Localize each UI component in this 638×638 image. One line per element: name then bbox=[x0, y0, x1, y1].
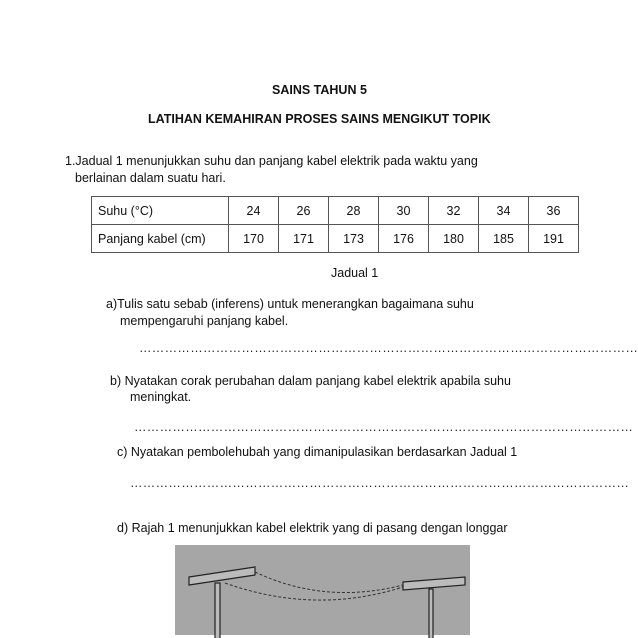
table-cell: 30 bbox=[379, 197, 429, 225]
cable-upper bbox=[255, 572, 403, 593]
table-cell: 36 bbox=[529, 197, 579, 225]
table-cell: 173 bbox=[329, 225, 379, 253]
table-cell: 34 bbox=[479, 197, 529, 225]
document-subtitle: LATIHAN KEMAHIRAN PROSES SAINS MENGIKUT TOPIK bbox=[148, 112, 491, 126]
table-cell: 185 bbox=[479, 225, 529, 253]
table-cell: 170 bbox=[229, 225, 279, 253]
question-a-line2: mempengaruhi panjang kabel. bbox=[120, 314, 289, 328]
question-d-line1: d) Rajah 1 menunjukkan kabel elektrik yang di pasang dengan longgar bbox=[117, 521, 508, 535]
figure-loose-cable bbox=[175, 545, 470, 635]
right-crossarm bbox=[403, 577, 465, 590]
table-cell: 171 bbox=[279, 225, 329, 253]
table-cell: 191 bbox=[529, 225, 579, 253]
question-b-line2: meningkat. bbox=[130, 390, 192, 404]
table-row-panjang bbox=[92, 225, 579, 253]
answer-line-c[interactable]: ……………………………………………………………………………………………………… bbox=[130, 476, 630, 490]
question-a-line1: a)Tulis satu sebab (inferens) untuk menerangkan bagaimana suhu bbox=[106, 297, 474, 311]
left-pole bbox=[215, 583, 220, 638]
document-title: SAINS TAHUN 5 bbox=[272, 83, 367, 97]
question-b-line1: b) Nyatakan corak perubahan dalam panjang kabel elektrik apabila suhu bbox=[110, 374, 511, 388]
row-label: Suhu (°C) bbox=[92, 197, 229, 225]
question-c-line1: c) Nyatakan pembolehubah yang dimanipulasikan berdasarkan Jadual 1 bbox=[117, 445, 518, 459]
data-table bbox=[91, 196, 579, 253]
question-1-line1: 1.Jadual 1 menunjukkan suhu dan panjang kabel elektrik pada waktu yang bbox=[65, 154, 478, 168]
row-label: Panjang kabel (cm) bbox=[92, 225, 229, 253]
table-cell: 176 bbox=[379, 225, 429, 253]
right-pole bbox=[429, 589, 433, 638]
table-cell: 32 bbox=[429, 197, 479, 225]
table-cell: 24 bbox=[229, 197, 279, 225]
table-cell: 180 bbox=[429, 225, 479, 253]
question-1-line2: berlainan dalam suatu hari. bbox=[75, 171, 226, 185]
cable-illustration bbox=[175, 545, 470, 635]
left-crossarm bbox=[189, 567, 255, 585]
answer-line-a[interactable]: ……………………………………………………………………………………………………… bbox=[139, 341, 638, 355]
answer-line-b[interactable]: ……………………………………………………………………………………………………… bbox=[134, 420, 634, 434]
table-row-suhu bbox=[92, 197, 579, 225]
table-cell: 26 bbox=[279, 197, 329, 225]
table-cell: 28 bbox=[329, 197, 379, 225]
cable-lower bbox=[225, 583, 403, 600]
table-caption: Jadual 1 bbox=[331, 266, 379, 280]
